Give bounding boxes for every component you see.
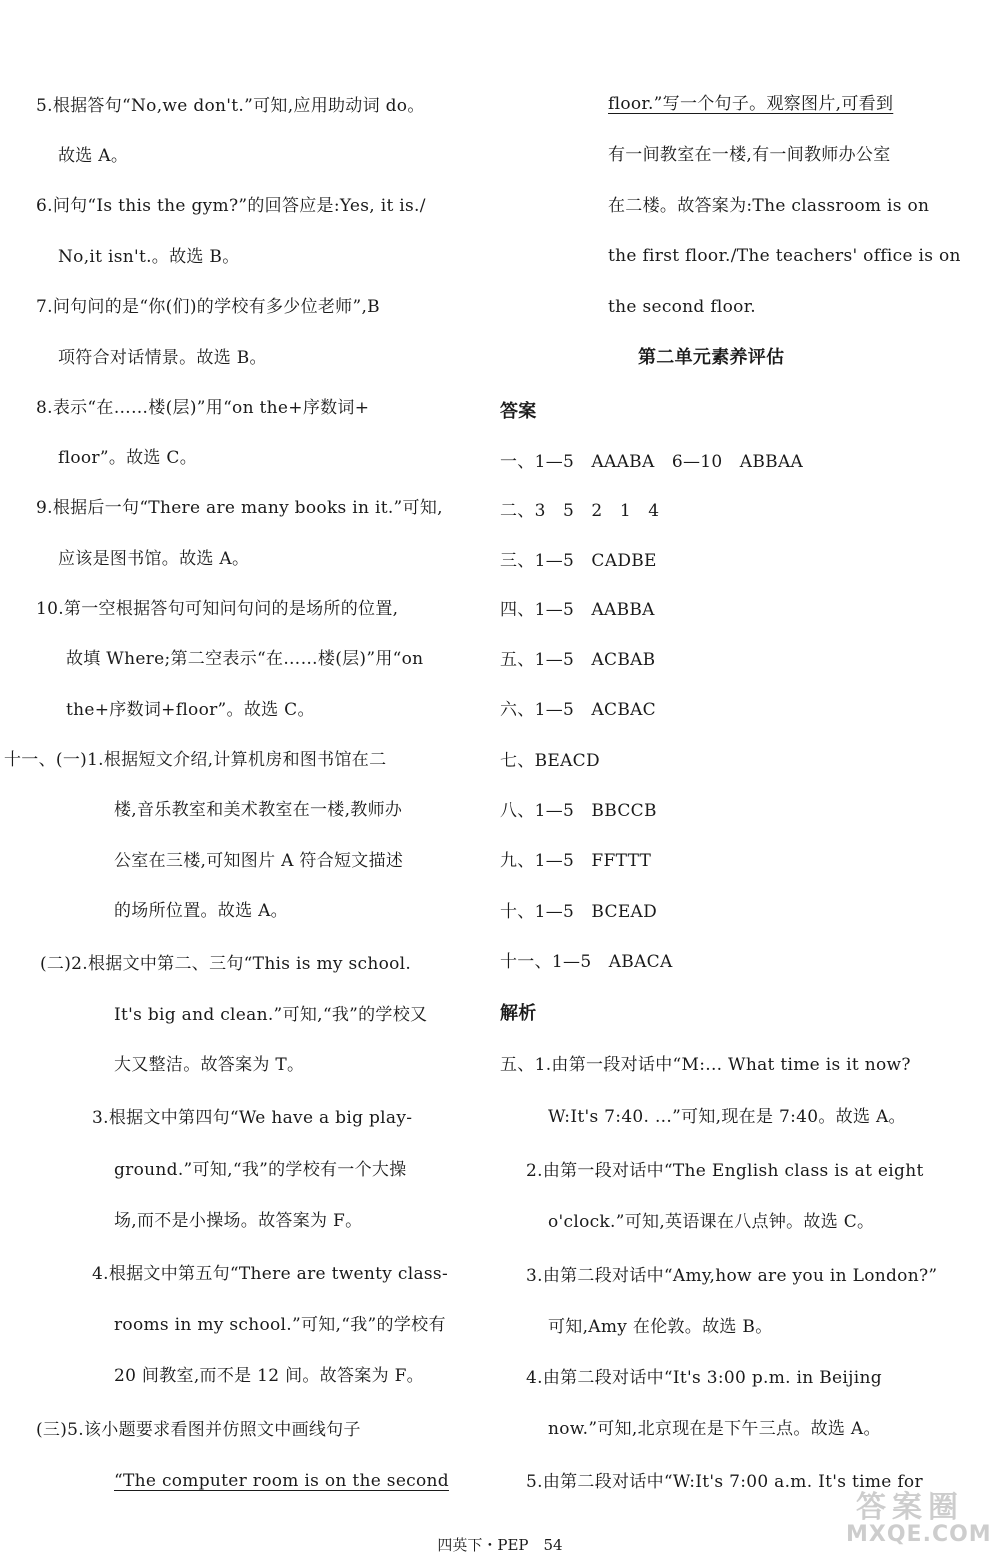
text-line: 楼,音乐教室和美术教室在一楼,教师办 — [114, 800, 403, 820]
text-line: 项符合对话情景。故选 B。 — [58, 348, 267, 368]
text-line: No,it isn't.。故选 B。 — [58, 247, 240, 267]
answer-row: 一、1—5 AAABA 6—10 ABBAA — [500, 452, 804, 472]
answer-row: 九、1—5 FFTTT — [500, 851, 652, 871]
text-line: now.”可知,北京现在是下午三点。故选 A。 — [548, 1419, 881, 1439]
answer-row: 十一、1—5 ABACA — [500, 952, 673, 972]
analysis-heading: 解析 — [500, 1003, 537, 1024]
text-line: 应该是图书馆。故选 A。 — [58, 549, 250, 569]
text-line: (二)2.根据文中第二、三句“This is my school. — [40, 954, 412, 974]
answer-row: 二、3 5 2 1 4 — [500, 501, 660, 521]
text-line: the second floor. — [608, 297, 756, 317]
underlined-model-sentence-end: floor.”写一个句子。观察图片,可看到 — [608, 94, 894, 114]
text-line: rooms in my school.”可知,“我”的学校有 — [114, 1315, 446, 1335]
text-line: 大又整洁。故答案为 T。 — [114, 1055, 305, 1075]
text-line: 五、1.由第一段对话中“M:... What time is it now? — [500, 1055, 911, 1075]
text-line: 3.根据文中第四句“We have a big play- — [92, 1108, 413, 1128]
text-line: 故填 Where;第二空表示“在……楼(层)”用“on — [66, 649, 424, 669]
watermark-url: MXQE.COM — [846, 1522, 992, 1547]
text-line: 10.第一空根据答句可知问句问的是场所的位置, — [36, 599, 399, 619]
answer-row: 三、1—5 CADBE — [500, 551, 657, 571]
text-line: 7.问句问的是“你(们)的学校有多少位老师”,B — [36, 297, 380, 317]
text-line: the+序数词+floor”。故选 C。 — [66, 700, 315, 720]
text-line: 5.根据答句“No,we don't.”可知,应用助动词 do。 — [36, 96, 425, 116]
text-line: 有一间教室在一楼,有一间教师办公室 — [608, 145, 891, 165]
answer-row: 五、1—5 ACBAB — [500, 650, 656, 670]
watermark-logo — [836, 1482, 992, 1552]
answer-row: 六、1—5 ACBAC — [500, 700, 656, 720]
text-line: 的场所位置。故选 A。 — [114, 901, 288, 921]
text-line: 十一、(一)1.根据短文介绍,计算机房和图书馆在二 — [4, 750, 387, 770]
answer-row: 八、1—5 BBCCB — [500, 801, 657, 821]
page-footer: 四英下・PEP 54 — [437, 1536, 563, 1554]
text-line: 2.由第一段对话中“The English class is at eight — [526, 1161, 924, 1181]
text-line: 场,而不是小操场。故答案为 F。 — [114, 1211, 363, 1231]
text-line: 6.问句“Is this the gym?”的回答应是:Yes, it is./ — [36, 196, 426, 216]
text-line: 8.表示“在……楼(层)”用“on the+序数词+ — [36, 398, 370, 418]
text-line: 4.根据文中第五句“There are twenty class- — [92, 1264, 448, 1284]
text-line: 5.由第二段对话中“W:It's 7:00 a.m. It's time for — [526, 1472, 923, 1492]
text-line: (三)5.该小题要求看图并仿照文中画线句子 — [36, 1420, 361, 1440]
text-line: 故选 A。 — [58, 146, 129, 166]
text-line: W:It's 7:40. ...”可知,现在是 7:40。故选 A。 — [548, 1107, 906, 1127]
answer-row: 四、1—5 AABBA — [500, 600, 655, 620]
text-line: 4.由第二段对话中“It's 3:00 p.m. in Beijing — [526, 1368, 882, 1388]
text-line: 可知,Amy 在伦敦。故选 B。 — [548, 1317, 773, 1337]
text-line: 在二楼。故答案为:The classroom is on — [608, 196, 930, 216]
text-line: the first floor./The teachers' office is on — [608, 246, 961, 266]
text-line: ground.”可知,“我”的学校有一个大操 — [114, 1160, 407, 1180]
text-line: 公室在三楼,可知图片 A 符合短文描述 — [114, 851, 404, 871]
text-line: 9.根据后一句“There are many books in it.”可知, — [36, 498, 443, 518]
text-line: 3.由第二段对话中“Amy,how are you in London?” — [526, 1266, 938, 1286]
section-title: 第二单元素养评估 — [638, 347, 785, 368]
text-line: floor”。故选 C。 — [58, 448, 198, 468]
watermark-text: 答案圈 — [856, 1490, 964, 1525]
answer-row: 十、1—5 BCEAD — [500, 902, 658, 922]
answers-heading: 答案 — [500, 401, 537, 422]
text-line: 20 间教室,而不是 12 间。故答案为 F。 — [114, 1366, 424, 1386]
answer-row: 七、BEACD — [500, 751, 600, 771]
underlined-model-sentence: “The computer room is on the second — [114, 1471, 449, 1491]
text-line: o'clock.”可知,英语课在八点钟。故选 C。 — [548, 1212, 875, 1232]
text-line: It's big and clean.”可知,“我”的学校又 — [114, 1005, 428, 1025]
